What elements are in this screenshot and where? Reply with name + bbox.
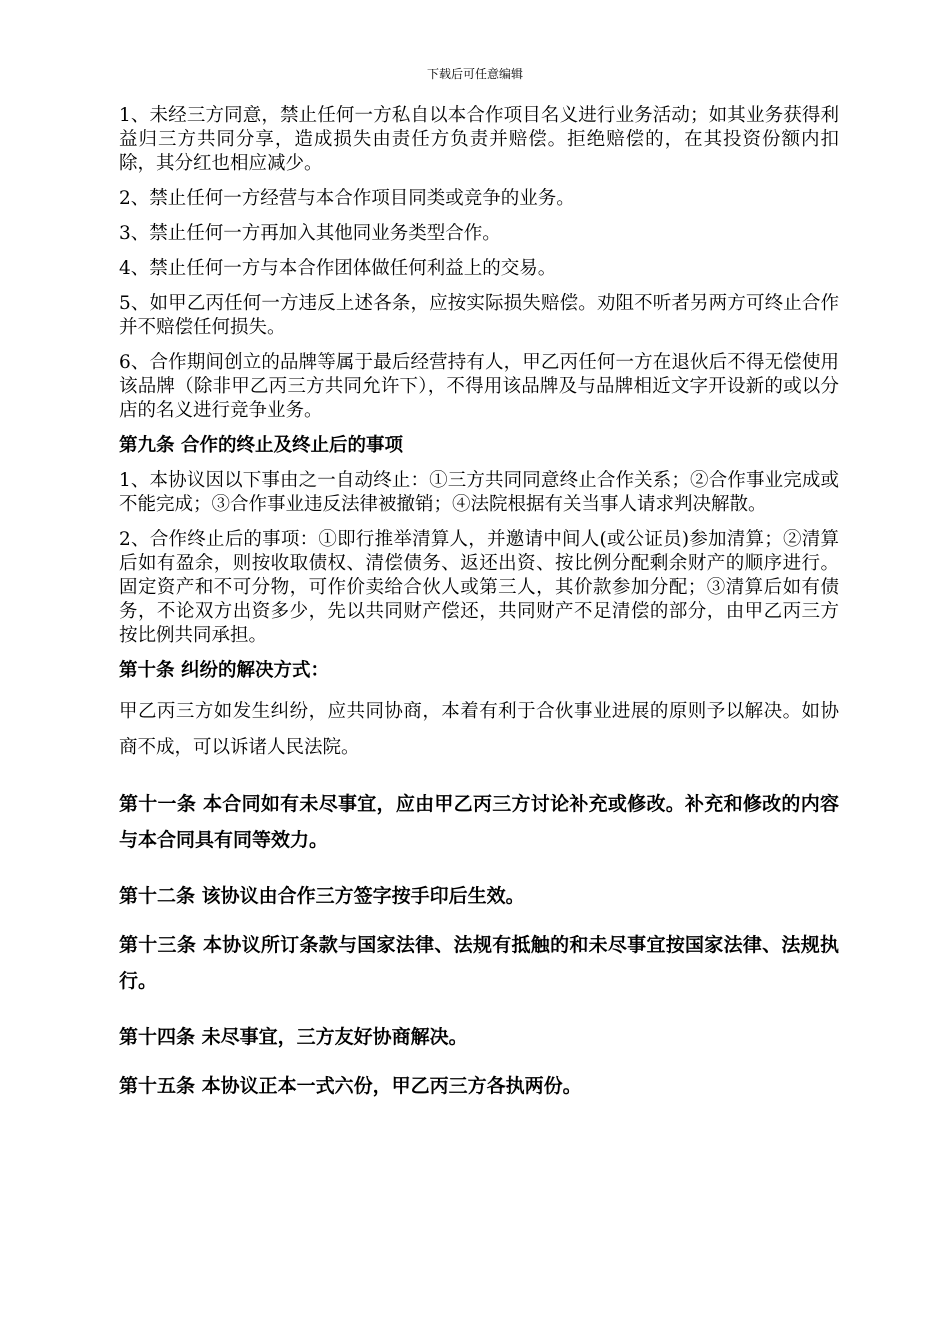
document-body bbox=[119, 104, 839, 1104]
article-11: 第十一条 本合同如有未尽事宜，应由甲乙丙三方讨论补充或修改。补充和修改的内容与本合同具有同等效力。 bbox=[119, 793, 839, 851]
article-10-heading: 第十条 纠纷的解决方式： bbox=[119, 660, 329, 681]
clause-paragraph-5: 5、如甲乙丙任何一方违反上述各条，应按实际损失赔偿。劝阻不听者另两方可终止合作并不赔偿任何损失。 bbox=[119, 293, 839, 338]
clause-paragraph-3: 3、禁止任何一方再加入其他同业务类型合作。 bbox=[119, 223, 501, 244]
article-15: 第十五条 本协议正本一式六份，甲乙丙三方各执两份。 bbox=[119, 1075, 582, 1097]
clause-paragraph-4: 4、禁止任何一方与本合作团体做任何利益上的交易。 bbox=[119, 258, 557, 279]
article-13: 第十三条 本协议所订条款与国家法律、法规有抵触的和未尽事宜按国家法律、法规执行。 bbox=[119, 934, 839, 992]
clause-paragraph-2: 2、禁止任何一方经营与本合作项目同类或竞争的业务。 bbox=[119, 188, 575, 209]
article-10-body: 甲乙丙三方如发生纠纷，应共同协商，本着有利于合伙事业进展的原则予以解决。如协商不成，可以诉诸人民法院。 bbox=[119, 701, 839, 758]
article-9-item-1: 1、本协议因以下事由之一自动终止：①三方共同同意终止合作关系；②合作事业完成或不能完成；③合作事业违反法律被撤销；④法院根据有关当事人请求判决解散。 bbox=[119, 470, 839, 515]
article-14: 第十四条 未尽事宜，三方友好协商解决。 bbox=[119, 1026, 468, 1048]
article-9-item-2: 2、合作终止后的事项：①即行推举清算人，并邀请中间人(或公证员)参加清算；②清算后如有盈余，则按收取债权、清偿债务、返还出资、按比例分配剩余财产的顺序进行。固定资产和不可分物，可作价卖给合伙人或第三人，其价款参加分配；③清算后如有债务，不论双方出资多少，先以共同财产偿还，共同财产不足清偿的部分，由甲乙丙三方按比例共同承担。 bbox=[119, 529, 839, 646]
article-12: 第十二条 该协议由合作三方签字按手印后生效。 bbox=[119, 885, 525, 907]
clause-paragraph-6: 6、合作期间创立的品牌等属于最后经营持有人，甲乙丙任何一方在退伙后不得无偿使用该品牌（除非甲乙丙三方共同允许下），不得用该品牌及与品牌相近文字开设新的或以分店的名义进行竞争业务。 bbox=[119, 352, 839, 421]
clause-paragraph-1: 1、未经三方同意，禁止任何一方私自以本合作项目名义进行业务活动；如其业务获得利益归三方共同分享，造成损失由责任方负责并赔偿。拒绝赔偿的，在其投资份额内扣除，其分红也相应减少。 bbox=[119, 105, 839, 174]
page-header-note: 下载后可任意编辑 bbox=[426, 67, 523, 81]
article-9-heading: 第九条 合作的终止及终止后的事项 bbox=[119, 435, 403, 456]
